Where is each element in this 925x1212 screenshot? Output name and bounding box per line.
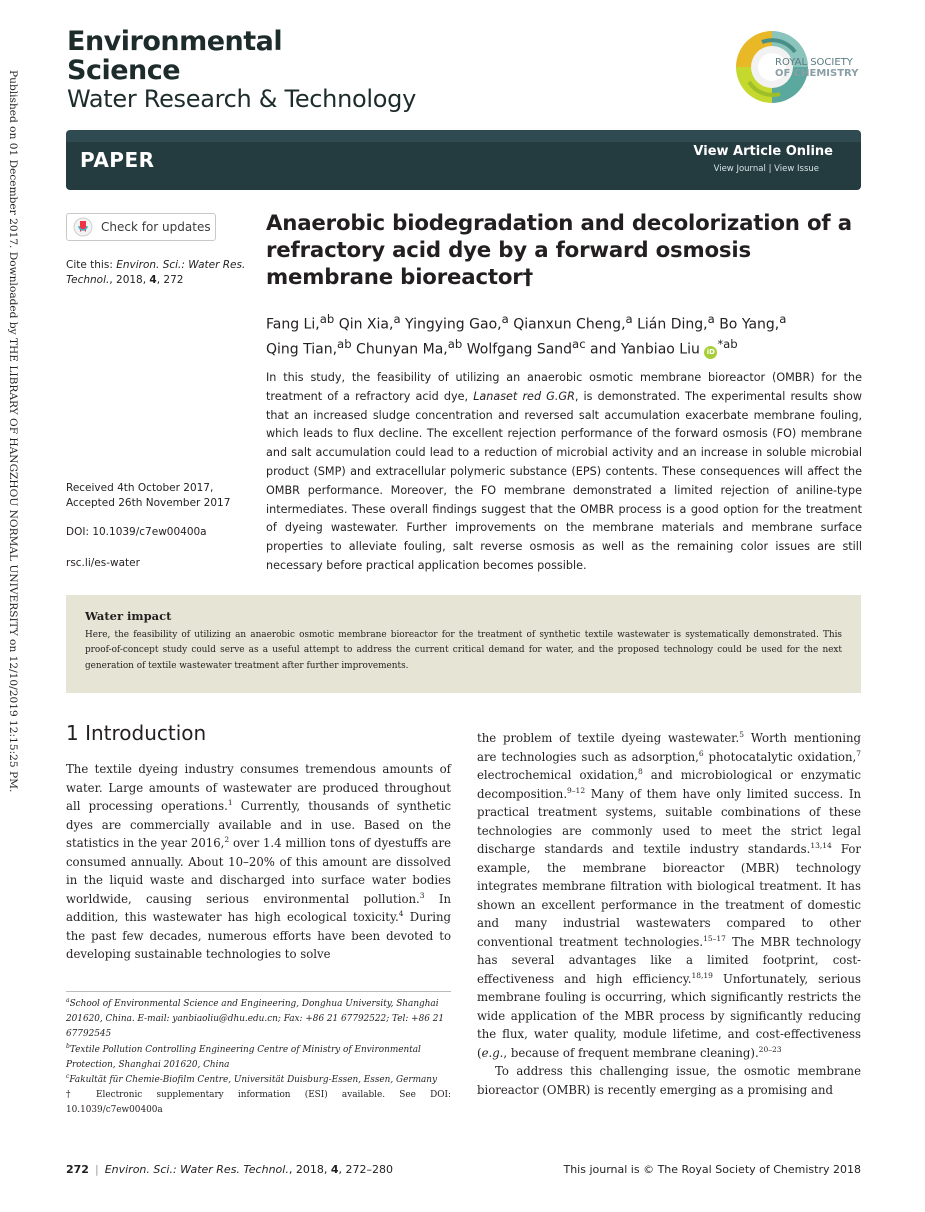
body-text: The textile dyeing industry consumes tremendous amounts of water. Large amounts of wastewater are produced throughout all processing operations. [66, 762, 451, 813]
footer-journal: Environ. Sci.: Water Res. Technol. [104, 1163, 289, 1176]
section-heading: 1 Introduction [66, 721, 207, 745]
citation-ref[interactable]: 9–12 [567, 785, 586, 795]
footnote-b [66, 1043, 451, 1073]
orcid-icon[interactable]: iD [704, 346, 717, 359]
author[interactable]: Lián Ding, [632, 316, 708, 333]
footnote-text: Textile Pollution Controlling Engineering Centre of Ministry of Environmental Protection, Shanghai 201620, China [66, 1044, 421, 1070]
article-dates [66, 481, 266, 511]
body-text: photocatalytic oxidation, [703, 749, 857, 764]
body-text: electrochemical oxidation, [477, 768, 638, 782]
abstract-dye-name: Lanaset red G.GR [473, 389, 575, 403]
citation-ref[interactable]: 3 [419, 890, 425, 900]
author[interactable]: Qianxun Cheng, [508, 316, 626, 333]
check-for-updates-button[interactable] [66, 213, 216, 241]
crossmark-icon [73, 217, 93, 237]
journal-title-line3: Water Research & Technology [67, 85, 416, 113]
citation-ref[interactable]: 5 [739, 730, 744, 740]
footer-volume: 4 [330, 1163, 339, 1176]
body-text: To address this challenging issue, the osmotic membrane bioreactor (OMBR) is recently emerging as a promising and [477, 1064, 861, 1097]
view-issue-link[interactable]: View Issue [774, 164, 819, 174]
affiliation-mark: ab [337, 336, 352, 351]
footnote-mark: c [66, 1073, 70, 1081]
journal-title-line2: Science [67, 55, 181, 86]
citation-ref[interactable]: 4 [398, 909, 404, 919]
rsc-wordmark-line2: OF CHEMISTRY [775, 68, 859, 79]
citation-ref[interactable]: 1 [227, 798, 233, 808]
side-note-text: Published on 01 December 2017. Downloaded by THE LIBRARY OF HANGZHOU NORMAL UNIVERSITY on 12/10/2019 12:15:25 PM. [7, 70, 19, 793]
citation-ref[interactable]: 15–17 [703, 933, 726, 943]
footnote-c [66, 1073, 451, 1088]
body-text: The MBR technology has several advantages like a limited footprint, cost-effectiveness and high efficiency. [477, 934, 861, 986]
author[interactable]: Yingying Gao, [400, 316, 502, 333]
body-text: In addition, this wastewater has high ecological toxicity. [66, 891, 452, 924]
received-date: Received 4th October 2017, [66, 482, 214, 494]
author[interactable]: Wolfgang Sand [462, 341, 573, 358]
author-list [266, 310, 866, 359]
footnote-a [66, 997, 451, 1043]
footer-separator: | [94, 1163, 99, 1176]
cite-year: , 2018, [109, 274, 150, 286]
accepted-date: Accepted 26th November 2017 [66, 497, 231, 509]
cite-prefix: Cite this: [66, 259, 117, 271]
author[interactable]: Chunyan Ma, [351, 341, 448, 358]
download-side-note [2, 70, 24, 800]
body-text: over 1.4 million tons of dyestuffs are consumed annually. About 10–20% of this amount are dissolved in the liquid waste and discharged into surface water bodies worldwide, causing serious environmental pollution. [66, 836, 452, 906]
affiliation-mark: *ab [717, 336, 738, 351]
footer-pages: , 272–280 [338, 1163, 393, 1176]
body-column-right [477, 729, 861, 1099]
affiliation-mark: a [501, 312, 509, 326]
footer-year: , 2018, [288, 1163, 331, 1176]
footnote-mark: a [66, 997, 70, 1005]
affiliation-mark: a [625, 312, 633, 326]
page-footer [66, 1163, 861, 1176]
body-text: During the past few decades, numerous efforts have been devoted to developing sustainable technologies to solve [66, 910, 451, 961]
body-column-left [66, 760, 451, 964]
affiliation-footnotes [66, 997, 451, 1119]
rsc-wordmark-line1: ROYAL SOCIETY [775, 57, 853, 68]
body-text: and microbiological or enzymatic decomposition. [477, 768, 861, 801]
author[interactable]: Qing Tian, [266, 341, 338, 358]
author[interactable]: Qin Xia, [334, 316, 394, 333]
journal-title[interactable] [67, 27, 416, 111]
article-type-label: PAPER [80, 148, 155, 172]
footnote-mark: b [66, 1042, 70, 1050]
journal-short-link[interactable]: rsc.li/es-water [66, 557, 140, 569]
journal-title-line1: Environmental [67, 26, 283, 57]
footer-copyright: This journal is © The Royal Society of Chemistry 2018 [563, 1163, 861, 1176]
author[interactable]: Fang Li, [266, 316, 320, 333]
cite-journal: Environ. Sci.: Water Res. Technol. [66, 259, 246, 286]
water-impact-box [66, 595, 861, 693]
article-type-banner [66, 130, 861, 190]
citation-ref[interactable]: 13,14 [810, 841, 832, 851]
affiliation-mark: a [393, 312, 401, 326]
esi-footnote[interactable]: † Electronic supplementary information (ESI) available. See DOI: 10.1039/c7ew00400a [66, 1090, 451, 1116]
footnote-text: School of Environmental Science and Engineering, Donghua University, Shanghai 201620, China. E-mail: yanbiaoliu@dhu.edu.cn; Fax: +86 21 67792522; Tel: +86 21 67792545 [66, 999, 444, 1040]
footer-citation [66, 1163, 393, 1176]
water-impact-text: Here, the feasibility of utilizing an anaerobic osmotic membrane bioreactor for the treatment of synthetic textile wastewater is systematically demonstrated. This proof-of-concept study could serve as a useful attempt to address the current critical demand for water, and the proposed technology could be used for the next generation of textile wastewater treatment after further improvements. [85, 630, 842, 671]
article-title: Anaerobic biodegradation and decolorization of a refractory acid dye by a forward osmosis membrane bioreactor† [266, 211, 852, 290]
body-text: Currently, thousands of synthetic dyes are commercially available and in use. Based on the statistics in the year 2016, [66, 799, 451, 850]
affiliation-mark: a [707, 312, 715, 326]
citation-ref[interactable]: 6 [698, 748, 704, 758]
affiliation-mark: ac [572, 336, 586, 351]
footnote-divider [66, 991, 451, 992]
view-journal-link[interactable]: View Journal [713, 164, 766, 174]
author[interactable]: Bo Yang, [714, 316, 780, 333]
citation-ref[interactable]: 18,19 [691, 970, 713, 980]
abstract-text: , is demonstrated. The experimental results show that an increased sludge concentration and reversed salt accumulation exacerbate membrane fouling, which leads to flux decline. The excellent rejection performance of the forward osmosis (FO) membrane and salt accumulation could lead to a reduction of microbial activity and an increase in soluble microbial product (SMP) and extracellular polymeric substance (EPS) contents. These consequences will affect the OMBR performance. Moreover, the FO membrane demonstrated a limited rejection of aniline-type intermediates. These overall findings suggest that the OMBR process is a good option for the treatment of dyeing wastewater. Further improvements on the membrane materials and membrane surface properties to alleviate fouling, salt reverse osmosis as well as the remaining color issues are still necessary before practical application becomes possible. [266, 389, 862, 572]
view-article-online-link[interactable]: View Article Online [693, 144, 833, 159]
citation-ref[interactable]: 7 [856, 748, 861, 758]
body-text: For example, the membrane bioreactor (MBR) technology integrates membrane filtration with biological treatment. It has shown an excellent performance in the treatment of domestic and many industrial wastewaters compared to other conventional treatment technologies. [477, 842, 862, 949]
abstract-text: In this study, the feasibility of utilizing an anaerobic osmotic membrane bioreactor (OMBR) for the treatment of a refractory acid dye, [266, 371, 862, 403]
author[interactable]: and Yanbiao Liu [585, 341, 705, 358]
body-paragraph [477, 729, 861, 1062]
citation-ref[interactable]: 2 [224, 835, 230, 845]
banner-links [600, 164, 819, 174]
check-for-updates-label: Check for updates [101, 220, 211, 234]
abstract [266, 369, 862, 576]
body-text: Unfortunately, serious membrane fouling is occurring, which significantly restricts the wide application of the MBR process by significantly reducing the flux, water quality, module lifetime, and cost-effectiveness ( [477, 971, 861, 1060]
citation-info [66, 258, 251, 288]
affiliation-mark: a [779, 312, 787, 326]
body-text: , because of frequent membrane cleaning). [503, 1045, 759, 1060]
body-text: the problem of textile dyeing wastewater. [477, 731, 740, 745]
citation-ref[interactable]: 20–23 [758, 1044, 782, 1054]
body-paragraph [66, 760, 451, 964]
affiliation-mark: ab [447, 336, 463, 351]
cite-pages: , 272 [156, 274, 184, 286]
footnote-text: Fakultät für Chemie-Biofilm Centre, Universität Duisburg-Essen, Essen, Germany [69, 1075, 438, 1086]
banner-links-separator: | [768, 164, 772, 174]
affiliation-mark: ab [319, 312, 335, 326]
cite-volume: 4 [149, 274, 157, 286]
rsc-wordmark [775, 57, 858, 79]
citation-ref[interactable]: 8 [638, 767, 643, 777]
doi[interactable]: DOI: 10.1039/c7ew00400a [66, 526, 207, 538]
body-text: Many of them have only limited success. In practical treatment systems, suitable combinations of these technologies are commonly used to meet the strict legal discharge standards and textile industry standards. [477, 786, 861, 856]
water-impact-title: Water impact [85, 609, 172, 623]
body-text: Worth mentioning are technologies such as adsorption, [477, 731, 861, 764]
page-number: 272 [66, 1163, 89, 1176]
body-paragraph [477, 1062, 861, 1099]
body-text-italic: e.g. [481, 1045, 504, 1060]
